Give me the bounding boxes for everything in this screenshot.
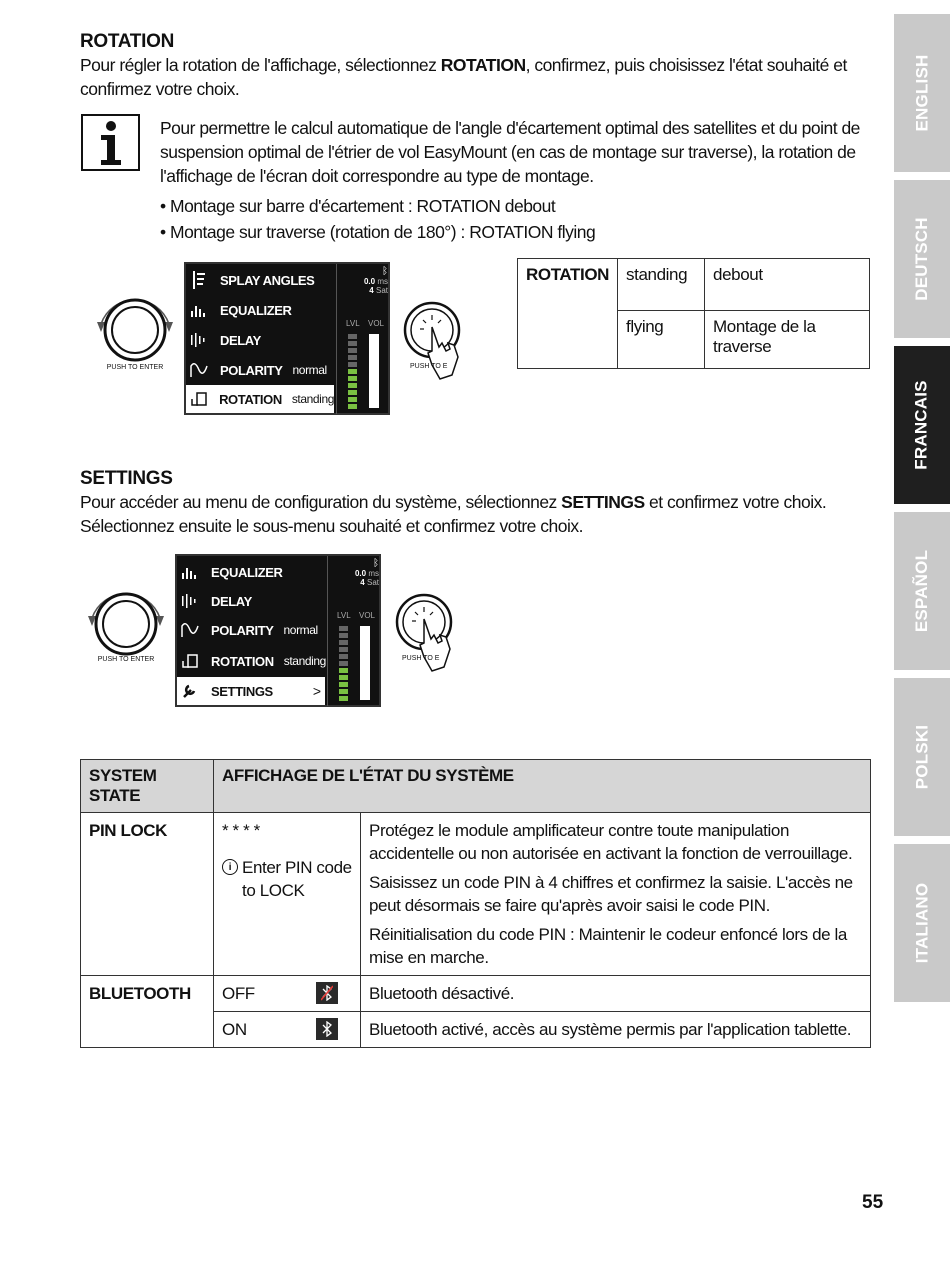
knob-label: PUSH TO ENTER xyxy=(97,656,155,663)
sat-label: Sat xyxy=(366,578,379,587)
status-panel xyxy=(340,266,388,295)
bluetooth-off-display xyxy=(214,976,361,1012)
tab-label: DEUTSCH xyxy=(912,217,932,301)
tab-polski[interactable] xyxy=(894,678,950,836)
bluetooth-on-icon xyxy=(316,1018,338,1040)
press-label: PUSH TO E xyxy=(402,655,440,662)
tab-label: POLSKI xyxy=(912,724,931,790)
rotation-meaning: Montage de la traverse xyxy=(705,311,870,369)
rotation-state: standing xyxy=(618,259,705,311)
level-meter xyxy=(339,626,348,701)
menu-label: POLARITY xyxy=(220,362,283,378)
chevron-right-icon: > xyxy=(312,683,321,699)
rotation-table-label: ROTATION xyxy=(518,259,618,369)
delay-value: 0.0 xyxy=(363,277,376,286)
col-header-system-state: SYSTEM STATE xyxy=(81,760,214,813)
delay-unit: ms xyxy=(377,277,388,286)
pin-hint xyxy=(222,856,352,902)
bullet-list xyxy=(160,194,860,244)
intro-text: et confirmez votre choix. Sélectionnez ensuite le sous-menu souhaité et confirmez votre choix. xyxy=(80,492,827,536)
bluetooth-on-display xyxy=(214,1012,361,1048)
delay-icon xyxy=(186,333,212,347)
polarity-icon xyxy=(186,362,212,378)
lvl-label: LVL xyxy=(337,611,351,620)
rotation-section xyxy=(80,31,870,101)
bluetooth-off-desc: Bluetooth désactivé. xyxy=(361,976,871,1012)
bullet-item: • Montage sur traverse (rotation de 180°) : ROTATION flying xyxy=(160,222,596,242)
intro-bold: SETTINGS xyxy=(561,492,645,512)
menu-label: EQUALIZER xyxy=(220,302,292,318)
bluetooth-label: BLUETOOTH xyxy=(81,976,214,1048)
bluetooth-icon: ᛒ xyxy=(382,266,388,277)
info-text: Pour permettre le calcul automatique de l'angle d'écartement optimal des satellites et du point de suspension optimal de l'étrier de vol EasyMount (en cas de montage sur traverse), la rotation de l'affichage de l'écran doit correspondre au type de montage. xyxy=(160,118,860,186)
volume-bar xyxy=(369,334,379,408)
screen-divider xyxy=(336,264,337,414)
system-state-table xyxy=(80,759,871,1048)
tab-francais[interactable] xyxy=(894,346,950,504)
menu-label: ROTATION xyxy=(219,391,282,407)
menu-value: standing xyxy=(291,392,334,406)
rotation-state: flying xyxy=(618,311,705,369)
delay-icon xyxy=(177,594,203,608)
pin-lock-label: PIN LOCK xyxy=(81,813,214,976)
pin-desc: Réinitialisation du code PIN : Maintenir le codeur enfoncé lors de la mise en marche. xyxy=(369,925,847,967)
pin-desc: Protégez le module amplificateur contre toute manipulation accidentelle ou non autorisée en activant la fonction de verrouillage. xyxy=(369,821,853,863)
delay-unit: ms xyxy=(368,569,379,578)
menu-item-rotation xyxy=(186,385,334,413)
pin-lock-description xyxy=(361,813,871,976)
tab-deutsch[interactable] xyxy=(894,180,950,338)
rotary-knob xyxy=(86,586,166,676)
vol-label: VOL xyxy=(359,611,376,620)
menu-item-rotation xyxy=(177,647,327,675)
rotary-knob xyxy=(95,292,175,382)
vol-label: VOL xyxy=(368,319,385,328)
bullet-text: Montage sur traverse (rotation de 180°) : ROTATION flying xyxy=(170,222,596,242)
volume-bar xyxy=(360,626,370,700)
menu-value: normal xyxy=(283,623,318,637)
col-header-affichage: AFFICHAGE DE L'ÉTAT DU SYSTÈME xyxy=(214,760,871,813)
sat-count: 4 xyxy=(360,578,365,587)
equalizer-icon xyxy=(177,565,203,579)
menu-value: standing xyxy=(283,654,326,668)
delay-value: 0.0 xyxy=(354,569,367,578)
page-number: 55 xyxy=(862,1192,884,1213)
menu-item-delay xyxy=(186,326,336,354)
menu-label: SETTINGS xyxy=(211,683,273,699)
sat-count: 4 xyxy=(369,286,374,295)
tab-espanol[interactable] xyxy=(894,512,950,670)
settings-section xyxy=(80,468,870,538)
menu-item-settings xyxy=(177,677,325,705)
device-screen-2 xyxy=(175,554,381,707)
press-label: PUSH TO E xyxy=(410,363,448,370)
press-knob xyxy=(394,591,466,681)
pin-code-mask: * * * * xyxy=(222,821,260,840)
tab-label: FRANCAIS xyxy=(912,380,931,470)
pin-hint-text: Enter PIN code to LOCK xyxy=(242,858,352,900)
menu-item-equalizer xyxy=(186,296,336,324)
info-icon xyxy=(81,114,140,171)
settings-heading: SETTINGS xyxy=(80,468,173,489)
menu-label: ROTATION xyxy=(211,653,274,669)
delay-readout xyxy=(340,277,388,286)
tab-label: ENGLISH xyxy=(912,54,931,132)
status-panel xyxy=(331,558,379,587)
bullet-item: • Montage sur barre d'écartement : ROTATION debout xyxy=(160,196,556,216)
tab-label: ESPAÑOL xyxy=(912,549,932,633)
intro-bold: ROTATION xyxy=(440,55,526,75)
settings-intro xyxy=(80,490,870,538)
press-knob xyxy=(402,299,474,389)
rotation-table xyxy=(517,258,870,369)
knob-label: PUSH TO ENTER xyxy=(106,364,164,371)
rotation-icon xyxy=(177,653,203,669)
bluetooth-off-state: OFF xyxy=(222,984,255,1003)
device-screen-1 xyxy=(184,262,390,415)
info-circle-icon: i xyxy=(222,859,238,875)
menu-item-equalizer xyxy=(177,558,327,586)
tab-label: ITALIANO xyxy=(912,882,932,964)
bluetooth-on-state: ON xyxy=(222,1020,247,1039)
menu-label: SPLAY ANGLES xyxy=(220,272,315,288)
pin-lock-display xyxy=(214,813,361,976)
intro-text: , confirmez, puis choisissez l'état souhaité et confirmez votre choix. xyxy=(80,55,847,99)
menu-label: DELAY xyxy=(220,332,261,348)
bullet-text: Montage sur barre d'écartement : ROTATION debout xyxy=(170,196,556,216)
menu-label: POLARITY xyxy=(211,622,274,638)
rotation-heading: ROTATION xyxy=(80,31,174,52)
info-note xyxy=(160,116,860,188)
wrench-icon xyxy=(177,683,203,699)
tab-italiano[interactable] xyxy=(894,844,950,1002)
rotation-meaning: debout xyxy=(705,259,870,311)
delay-readout xyxy=(331,569,379,578)
menu-item-polarity xyxy=(186,356,336,384)
bluetooth-icon: ᛒ xyxy=(373,558,379,569)
rotation-icon xyxy=(186,391,211,407)
menu-item-splay-angles xyxy=(186,266,336,294)
equalizer-icon xyxy=(186,303,212,317)
rotation-intro xyxy=(80,53,870,101)
lvl-label: LVL xyxy=(346,319,360,328)
menu-item-delay xyxy=(177,587,327,615)
sat-label: Sat xyxy=(375,286,388,295)
intro-text: Pour accéder au menu de configuration du système, sélectionnez xyxy=(80,492,562,512)
polarity-icon xyxy=(177,622,203,638)
menu-label: DELAY xyxy=(211,593,252,609)
bluetooth-on-desc: Bluetooth activé, accès au système permis par l'application tablette. xyxy=(361,1012,871,1048)
screen-divider xyxy=(327,556,328,706)
sat-readout xyxy=(340,286,388,295)
sat-readout xyxy=(331,578,379,587)
bluetooth-off-icon xyxy=(316,982,338,1004)
intro-text: Pour régler la rotation de l'affichage, sélectionnez xyxy=(80,55,441,75)
level-meter xyxy=(348,334,357,409)
menu-item-polarity xyxy=(177,616,327,644)
splay-angles-icon xyxy=(186,271,212,289)
tab-english[interactable] xyxy=(894,14,950,172)
menu-label: EQUALIZER xyxy=(211,564,283,580)
pin-desc: Saisissez un code PIN à 4 chiffres et confirmez la saisie. L'accès ne peut désormais se faire qu'après avoir saisi le code PIN. xyxy=(369,873,853,915)
menu-value: normal xyxy=(292,363,327,377)
